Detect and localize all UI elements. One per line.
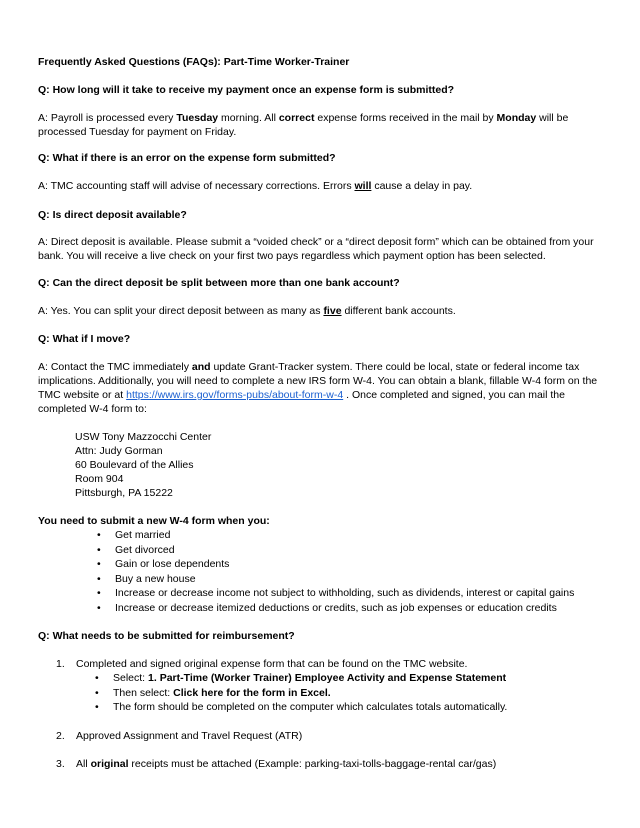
answer-payment-timing: A: Payroll is processed every Tuesday morning. All correct expense forms received in the mail by Monday will be processed Tuesday for payment on Friday.	[38, 112, 569, 138]
address-line: Attn: Judy Gorman	[75, 445, 163, 457]
address-line: Room 904	[75, 473, 124, 485]
address-line: USW Tony Mazzocchi Center	[75, 431, 212, 443]
item-text: Approved Assignment and Travel Request (ATR)	[76, 730, 303, 742]
address-line: 60 Boulevard of the Allies	[75, 459, 194, 471]
reimbursement-sub-steps	[93, 671, 507, 715]
list-item: • Get divorced	[95, 543, 574, 558]
question-form-error: Q: What if there is an error on the expense form submitted?	[38, 152, 336, 164]
w4-heading: You need to submit a new W-4 form when you:	[38, 515, 270, 527]
irs-w4-link[interactable]: https://www.irs.gov/forms-pubs/about-form-w-4	[126, 389, 344, 401]
mailing-address	[75, 430, 211, 500]
answer-split-deposit: A: Yes. You can split your direct deposit between as many as five different bank accounts.	[38, 305, 456, 317]
address-line: Pittsburgh, PA 15222	[75, 487, 173, 499]
answer-moving: A: Contact the TMC immediately and update Grant-Tracker system. There could be local, state or federal income tax implications. Additionally, you will need to complete a new IRS form W-4. You can obtain a blank, fillable W-4 form on the TMC website or at https://www.irs.gov/forms-pubs/about-form-w-4 . Once completed and signed, you can mail the completed W-4 form to:	[38, 361, 598, 415]
question-payment-timing: Q: How long will it take to receive my payment once an expense form is submitted?	[38, 84, 455, 96]
question-reimbursement: Q: What needs to be submitted for reimbursement?	[38, 630, 295, 642]
list-item: • Increase or decrease income not subject to withholding, such as dividends, interest or capital gains	[95, 586, 574, 601]
item-number: 1.	[56, 658, 65, 670]
item-number: 2.	[56, 730, 65, 742]
answer-direct-deposit: A: Direct deposit is available. Please submit a “voided check” or a “direct deposit form” which can be obtained from your bank. You will receive a live check on your first two pays regardless which payment option has been selected.	[38, 236, 594, 262]
list-item: • Buy a new house	[95, 572, 574, 587]
list-item: • Select: 1. Part-Time (Worker Trainer) Employee Activity and Expense Statement	[93, 671, 507, 686]
question-moving: Q: What if I move?	[38, 333, 131, 345]
document-title: Frequently Asked Questions (FAQs): Part-Time Worker-Trainer	[38, 56, 350, 68]
list-item: • The form should be completed on the computer which calculates totals automatically.	[93, 700, 507, 715]
list-item: • Get married	[95, 528, 574, 543]
w4-reasons-list	[95, 528, 574, 616]
item-text: Completed and signed original expense form that can be found on the TMC website.	[76, 658, 468, 670]
answer-form-error: A: TMC accounting staff will advise of necessary corrections. Errors will cause a delay in pay.	[38, 180, 473, 192]
list-item: • Gain or lose dependents	[95, 557, 574, 572]
question-split-deposit: Q: Can the direct deposit be split between more than one bank account?	[38, 277, 400, 289]
question-direct-deposit: Q: Is direct deposit available?	[38, 209, 187, 221]
list-item: • Increase or decrease itemized deductions or credits, such as job expenses or education credits	[95, 601, 574, 616]
item-text: All original receipts must be attached (Example: parking-taxi-tolls-baggage-rental car/gas)	[76, 758, 497, 770]
item-number: 3.	[56, 758, 65, 770]
list-item: • Then select: Click here for the form in Excel.	[93, 686, 507, 701]
